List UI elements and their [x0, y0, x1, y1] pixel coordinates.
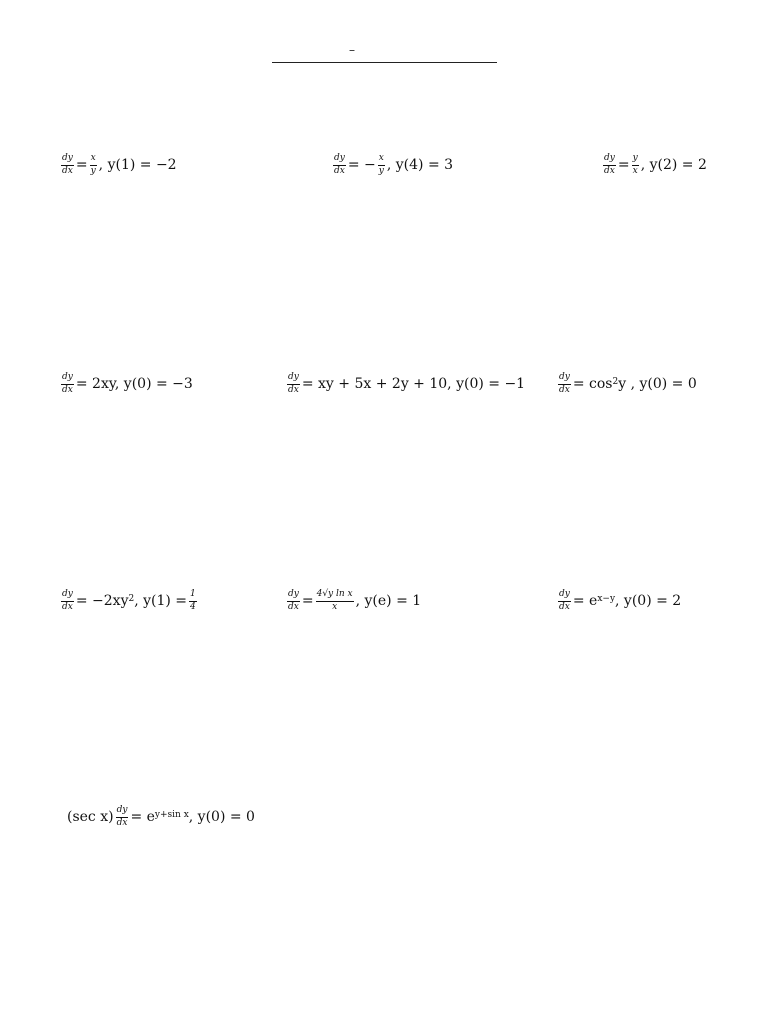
rhs-fraction: $\frac{x}{y}$ — [378, 153, 384, 176]
problem-5: $\frac{dy}{dx}$ = xy + 5x + 2y + 10, y(0) = −1 — [288, 372, 526, 395]
derivative-fraction: $\frac{dy}{dx}$ — [288, 372, 299, 395]
problem-10: (sec x) $\frac{dy}{dx}$ = e $^{y+sin x}$ , y(0) = 0 — [67, 805, 255, 828]
name-line — [272, 62, 497, 63]
problem-6: $\frac{dy}{dx}$ = cos $^2$ y , y(0) = 0 — [559, 372, 697, 395]
problem-8: $\frac{dy}{dx}$ = $\frac{\text{4√y ln x}}{x}$ , y(e) = 1 — [288, 589, 422, 612]
problem-7: $\frac{dy}{dx}$ = −2xy $^2$ , y(1) = $\frac{1}{4}$ — [62, 589, 196, 612]
derivative-fraction: $\frac{dy}{dx}$ — [62, 589, 73, 612]
problem-3: $\frac{dy}{dx}$ = $\frac{y}{x}$ , y(2) = 2 — [604, 153, 707, 176]
problem-1: $\frac{dy}{dx}$ = $\frac{x}{y}$ , y(1) = −2 — [62, 153, 177, 176]
rhs-fraction: $\frac{x}{y}$ — [90, 153, 96, 176]
derivative-fraction: $\frac{dy}{dx}$ — [334, 153, 345, 176]
problem-9: $\frac{dy}{dx}$ = e $^{x-y}$ , y(0) = 2 — [559, 589, 682, 612]
rhs-fraction: $\frac{y}{x}$ — [632, 153, 638, 176]
rhs-fraction: $\frac{1}{4}$ — [190, 589, 196, 612]
derivative-fraction: $\frac{dy}{dx}$ — [559, 589, 570, 612]
header-dash: – — [349, 43, 355, 57]
derivative-fraction: $\frac{dy}{dx}$ — [116, 805, 128, 828]
derivative-fraction: $\frac{dy}{dx}$ — [62, 153, 73, 176]
derivative-fraction: $\frac{dy}{dx}$ — [288, 589, 299, 612]
derivative-fraction: $\frac{dy}{dx}$ — [604, 153, 615, 176]
problem-4: $\frac{dy}{dx}$ = 2xy, y(0) = −3 — [62, 372, 193, 395]
derivative-fraction: $\frac{dy}{dx}$ — [559, 372, 570, 395]
problem-2: $\frac{dy}{dx}$ = − $\frac{x}{y}$ , y(4) = 3 — [334, 153, 454, 176]
derivative-fraction: $\frac{dy}{dx}$ — [62, 372, 73, 395]
rhs-fraction: $\frac{\text{4√y ln x}}{x}$ — [316, 589, 353, 612]
